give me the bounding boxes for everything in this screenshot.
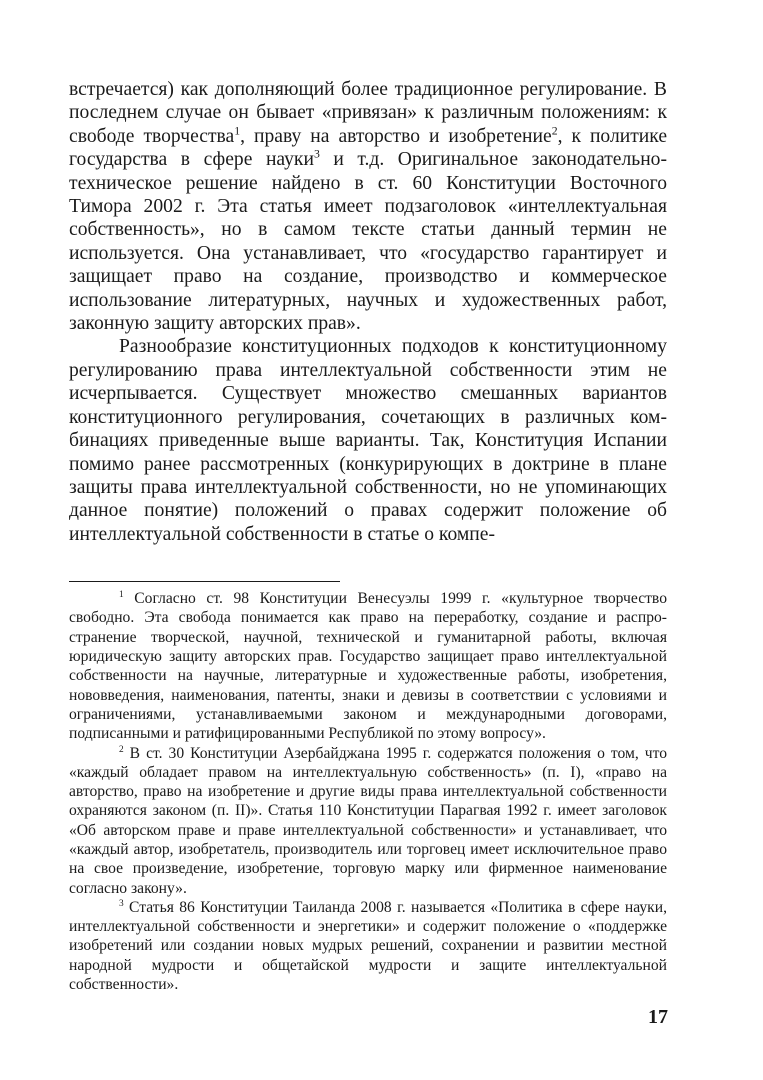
footnote-1-marker: 1 bbox=[119, 590, 124, 601]
footnote-2 bbox=[69, 744, 667, 898]
footnote-ref-1: 1 bbox=[234, 124, 241, 138]
paragraph-2: Разнообразие конституционных подходов к конституционному регулированию права интеллектуальной собственности этим не исчерпывается. Существует множество смешанных вариантов конституционного регулирования, сочетающих в различных комбинациях приведенные выше варианты. Так, Конституция Испании помимо ранее рассмотренных (конкурирующих в доктрине в плане защиты права интеллектуальной собственности, но не упоминающих данное понятие) положений о правах содержит положение об интеллектуальной собственности в статье о компе- bbox=[69, 336, 667, 545]
main-text bbox=[69, 78, 667, 546]
paragraph-1-part-1: , праву на авторство и изобретение bbox=[240, 125, 552, 147]
document-page bbox=[69, 78, 667, 994]
paragraph-1-part-3: и т.д. Оригинальное законодательно-техническое решение найдено в ст. 60 Конституции Восточного Тимора 2002 г. Эта статья имеет подзаголовок «интеллектуальная собственность», но в самом тексте статьи данный термин не используется. Она устанавливает, что «государство гарантирует и защищает право на создание, производство и коммерческое использование литературных, научных и художественных работ, законную защиту авторских прав». bbox=[69, 149, 667, 335]
page-number: 17 bbox=[648, 1006, 668, 1028]
paragraph-1 bbox=[69, 78, 667, 335]
paragraph-1-part-2: , к политике государства в сфере науки bbox=[69, 125, 668, 171]
footnote-1 bbox=[69, 589, 667, 743]
paragraph-1-part-0: встречается) как дополняющий более традиционное регулирование. В последнем случае он бывает «привязан» к различным положениям: к свободе творчества bbox=[69, 79, 667, 147]
footnote-2-text: В ст. 30 Конституции Азербайджана 1995 г. содержатся положения о том, что «каждый обладает правом на интеллектуальную собственность» (п. I), «право на авторство, право на изобретение и другие виды права интеллектуальной собственности охраняются законом (п. II)». Статья 110 Конституции Парагвая 1992 г. имеет заголовок «Об авторском праве и праве интеллектуальной собственности» и устанавливает, что «каждый автор, изобретатель, производитель или торговец имеет исключительное право на свое произведение, изобретение, торговую марку или фирменное наименование согласно закону». bbox=[69, 744, 667, 897]
footnote-3-text: Статья 86 Конституции Таиланда 2008 г. называется «Политика в сфере науки, интеллектуальной собственности и энергетики» и содержит положение о «поддержке изобретений или создании новых мудрых решений, сохранении и развитии местной народной мудрости и общетайской мудрости и защите интеллектуальной собственности». bbox=[69, 898, 667, 994]
footnote-1-text: Согласно ст. 98 Конституции Венесуэлы 1999 г. «культурное творчество свободно. Эта свобода понимается как право на переработку, создание и распространение творческой, научной, технической и гуманитарной работы, включая юридическую защиту авторских прав. Государство защищает право интеллектуальной собственности на научные, литературные и художественные работы, изобретения, нововведения, наименования, патенты, знаки и девизы в соответствии с условиями и ограничениями, устанавливаемыми законом и международными договорами, подписанными и ратифицированными Республикой по этому вопросу». bbox=[69, 590, 667, 743]
footnote-ref-3: 3 bbox=[313, 147, 320, 161]
footnotes bbox=[69, 589, 667, 994]
footnote-3 bbox=[69, 898, 667, 994]
footnote-ref-2: 2 bbox=[551, 124, 558, 138]
footnote-2-marker: 2 bbox=[119, 744, 124, 755]
footnote-separator bbox=[69, 581, 340, 582]
footnote-3-marker: 3 bbox=[119, 898, 124, 909]
